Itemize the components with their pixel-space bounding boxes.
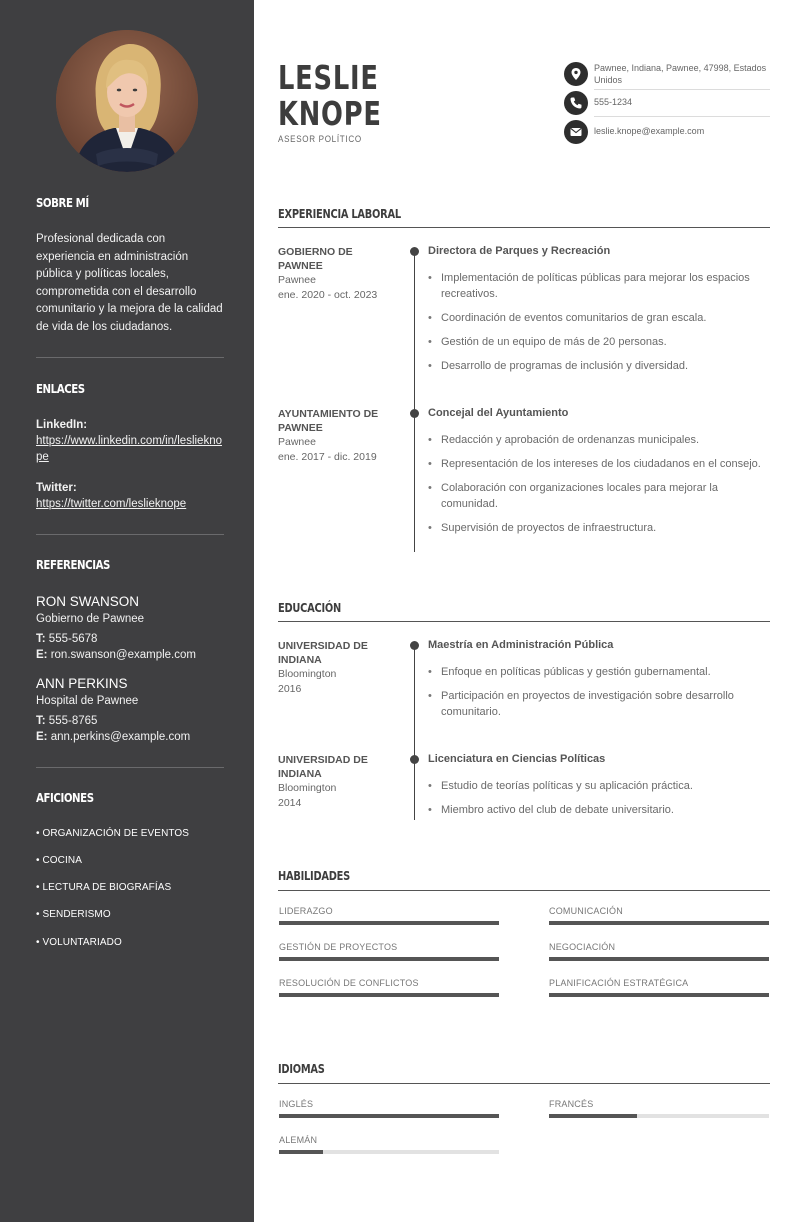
map-pin-icon: [564, 62, 588, 86]
org-location: Pawnee: [278, 436, 316, 448]
bullet-item: • Representación de los intereses de los ciudadanos en el consejo.: [428, 456, 772, 472]
education-org: [278, 753, 398, 810]
language-bar: [279, 1114, 499, 1118]
skills-heading: HABILIDADES: [278, 869, 351, 883]
language-bar: [279, 1150, 499, 1154]
sidebar: [0, 0, 254, 1222]
skill-bar-fill: [279, 921, 499, 925]
experience-org: [278, 407, 398, 464]
bullet-item: • Desarrollo de programas de inclusión y diversidad.: [428, 358, 772, 374]
timeline-line: [414, 646, 415, 820]
divider: [36, 767, 224, 768]
link-linkedin: [36, 417, 226, 465]
link-twitter: [36, 480, 226, 512]
bullet-item: • Participación en proyectos de investigación sobre desarrollo comunitario.: [428, 688, 772, 720]
divider: [594, 116, 770, 117]
link-label: Twitter:: [36, 482, 77, 494]
section-divider: [278, 1083, 770, 1084]
timeline-dot: [410, 409, 419, 418]
phone-icon: [564, 91, 588, 115]
hobby-item: • VOLUNTARIADO: [36, 937, 122, 948]
org-dates: 2016: [278, 683, 302, 695]
skill-item: [279, 906, 500, 916]
reference-name: ANN PERKINS: [36, 676, 128, 691]
skill-bar: [549, 957, 769, 961]
twitter-link[interactable]: https://twitter.com/leslieknope: [36, 498, 187, 510]
bullet-item: • Supervisión de proyectos de infraestructura.: [428, 520, 772, 536]
skill-item: [279, 978, 500, 988]
skill-bar-fill: [279, 957, 499, 961]
org-name: UNIVERSIDAD DE INDIANA: [278, 640, 368, 666]
reference-item: [36, 675, 236, 746]
references-heading: REFERENCIAS: [36, 558, 110, 572]
education-degree: Maestría en Administración Pública: [428, 639, 614, 651]
language-item: [549, 1099, 770, 1109]
timeline-dot: [410, 641, 419, 650]
email-link[interactable]: leslie.knope@example.com: [594, 126, 705, 136]
reference-email: ann.perkins@example.com: [50, 731, 191, 743]
skill-bar: [279, 957, 499, 961]
reference-email: ron.swanson@example.com: [50, 649, 196, 661]
timeline-dot: [410, 755, 419, 764]
bullet-item: • Gestión de un equipo de más de 20 personas.: [428, 334, 772, 350]
language-bar-fill: [549, 1114, 637, 1118]
email-label: E:: [36, 649, 48, 661]
experience-bullets: [428, 432, 772, 544]
skill-bar: [279, 993, 499, 997]
skill-bar: [549, 993, 769, 997]
bullet-item: • Miembro activo del club de debate universitario.: [428, 802, 772, 818]
about-text: Profesional dedicada con experiencia en administración pública y políticas locales, comprometida con el desarrollo comunitario y la mejora de la calidad de vida de los ciudadanos.: [36, 233, 223, 333]
org-location: Bloomington: [278, 782, 337, 794]
org-dates: ene. 2017 - dic. 2019: [278, 451, 377, 463]
education-heading: EDUCACIÓN: [278, 601, 341, 615]
email-label: E:: [36, 731, 48, 743]
skill-item: [279, 942, 500, 952]
phone-text: 555-1234: [594, 97, 633, 107]
section-divider: [278, 227, 770, 228]
reference-phone: 555-8765: [48, 714, 98, 727]
first-name: LESLIE: [278, 58, 379, 97]
links-heading: ENLACES: [36, 382, 85, 396]
reference-org: Gobierno de Pawnee: [36, 613, 145, 625]
envelope-icon: [564, 120, 588, 144]
skill-name: COMUNICACIÓN: [549, 906, 623, 916]
skill-name: LIDERAZGO: [279, 906, 333, 916]
language-bar-fill: [279, 1150, 323, 1154]
reference-org: Hospital de Pawnee: [36, 695, 139, 707]
hobby-item: • ORGANIZACIÓN DE EVENTOS: [36, 828, 190, 839]
hobby-item: • COCINA: [36, 855, 82, 866]
section-divider: [278, 621, 770, 622]
hobbies-heading: AFICIONES: [36, 791, 94, 805]
org-name: UNIVERSIDAD DE INDIANA: [278, 754, 368, 780]
skill-name: RESOLUCIÓN DE CONFLICTOS: [279, 978, 419, 988]
phone-label: T:: [36, 714, 46, 727]
bullet-item: • Colaboración con organizaciones locales para mejorar la comunidad.: [428, 480, 772, 512]
timeline-line: [414, 252, 415, 552]
education-degree: Licenciatura en Ciencias Políticas: [428, 753, 606, 765]
language-name: FRANCÉS: [549, 1099, 594, 1109]
org-dates: ene. 2020 - oct. 2023: [278, 289, 378, 301]
language-bar-fill: [279, 1114, 499, 1118]
timeline-dot: [410, 247, 419, 256]
org-name: GOBIERNO DE PAWNEE: [278, 246, 353, 272]
skill-name: GESTIÓN DE PROYECTOS: [279, 942, 398, 952]
last-name: KNOPE: [278, 94, 382, 133]
link-label: LinkedIn:: [36, 419, 88, 431]
org-dates: 2014: [278, 797, 302, 809]
address-text: Pawnee, Indiana, Pawnee, 47998, Estados Unidos: [594, 63, 767, 85]
education-bullets: [428, 664, 772, 728]
experience-role: Directora de Parques y Recreación: [428, 245, 611, 257]
language-bar: [549, 1114, 769, 1118]
experience-heading: EXPERIENCIA LABORAL: [278, 207, 401, 221]
skill-bar-fill: [549, 921, 769, 925]
skill-name: NEGOCIACIÓN: [549, 942, 616, 952]
linkedin-link[interactable]: https://www.linkedin.com/in/leslieknope: [36, 435, 222, 463]
skill-item: [549, 978, 770, 988]
skill-bar-fill: [549, 993, 769, 997]
language-item: [279, 1099, 500, 1109]
divider: [36, 534, 224, 535]
job-title: ASESOR POLÍTICO: [278, 134, 362, 145]
experience-bullets: [428, 270, 772, 382]
skill-bar: [549, 921, 769, 925]
org-location: Pawnee: [278, 274, 316, 286]
skill-name: PLANIFICACIÓN ESTRATÉGICA: [549, 978, 689, 988]
phone-label: T:: [36, 632, 46, 645]
about-heading: SOBRE MÍ: [36, 196, 89, 210]
reference-name: RON SWANSON: [36, 594, 140, 609]
divider: [36, 357, 224, 358]
divider: [594, 89, 770, 90]
bullet-item: • Implementación de políticas públicas para mejorar los espacios recreativos.: [428, 270, 772, 302]
bullet-item: • Coordinación de eventos comunitarios de gran escala.: [428, 310, 772, 326]
org-name: AYUNTAMIENTO DE PAWNEE: [278, 408, 379, 434]
experience-org: [278, 245, 398, 302]
reference-phone: 555-5678: [48, 632, 98, 645]
skill-bar-fill: [279, 993, 499, 997]
languages-heading: IDIOMAS: [278, 1062, 325, 1076]
skill-item: [549, 906, 770, 916]
section-divider: [278, 890, 770, 891]
hobby-item: • LECTURA DE BIOGRAFÍAS: [36, 882, 172, 893]
education-org: [278, 639, 398, 696]
reference-item: [36, 593, 236, 664]
skill-item: [549, 942, 770, 952]
language-item: [279, 1135, 500, 1145]
hobby-item: • SENDERISMO: [36, 909, 111, 920]
skill-bar-fill: [549, 957, 769, 961]
avatar: [56, 30, 198, 172]
language-name: INGLÉS: [279, 1099, 314, 1109]
skill-bar: [279, 921, 499, 925]
language-name: ALEMÁN: [279, 1135, 318, 1145]
bullet-item: • Redacción y aprobación de ordenanzas municipales.: [428, 432, 772, 448]
education-bullets: [428, 778, 772, 826]
experience-role: Concejal del Ayuntamiento: [428, 407, 569, 419]
bullet-item: • Estudio de teorías políticas y su aplicación práctica.: [428, 778, 772, 794]
org-location: Bloomington: [278, 668, 337, 680]
bullet-item: • Enfoque en políticas públicas y gestión gubernamental.: [428, 664, 772, 680]
